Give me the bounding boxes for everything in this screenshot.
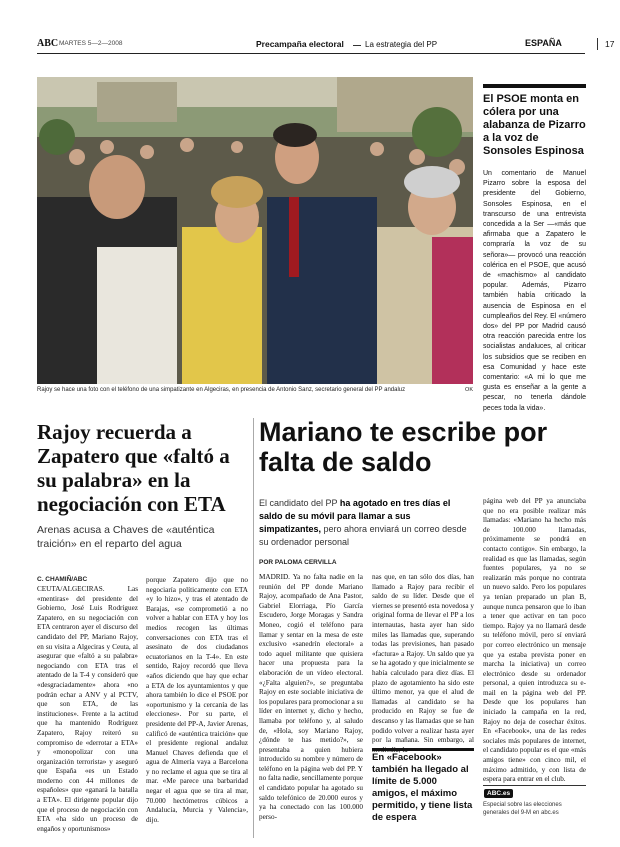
column-divider xyxy=(253,418,254,838)
left-article-col2: porque Zapatero dijo que no negociaría políticamente con ETA «y lo hizo», y tras el atentado de Barajas, «se comprometió a no volver a hablar con ETA y hoy los medios recogen las últimas conversaciones con ETA tras el asesinato de dos ciudadanos ecuatorianos en la T-4». En este sentido, Rajoy recordó que lleva «años diciendo que hay que echar a ETA de los ayuntamientos y que ahora también lo dice el PSOE por «oportunismo y la cercanía de las elecciones». Por su parte, el presidente del PP-A, Javier Arenas, calificó de «auténtica traición» que el presidente regional andaluz Manuel Chaves defienda que el agua de Almería vaya a Barcelona y no reclame el agua que se tira al mar. «Me parece una barbaridad negar el agua que se tira al mar, 70.000 hectómetros cúbicos a Andalucía, Murcia y Valencia», dijo. xyxy=(146,576,248,824)
lead-bold: ha agotado en tres días el saldo de su móvil para llamar a sus simpatizantes, xyxy=(259,498,451,534)
right-article-col2: nas que, en tan sólo dos días, han llamado a Rajoy para recibir el saldo de su líder. Desde que el viernes se presentó esta novedosa y original forma de llevar el PP a los internautas, hasta ayer han sido miles las llamadas que, superando todas las previsiones, han pasado «factura» a Rajoy. Un saldo que ya se ha agotado y que inicialmente se había calculado para diez días. El plazo de agotamiento ha sido este último menor, ya que el alud de llamadas al candidato se ha producido en Rajoy se fue de descanso y las llamadas que se han podido volver a realizar hasta ayer por la mañana. Sin embargo, al mediodía, la xyxy=(372,573,474,754)
right-headline: Mariano te escribe por falta de saldo xyxy=(259,417,548,477)
header-divider xyxy=(353,45,361,46)
photo-credit: OK xyxy=(465,387,473,393)
section-title: Precampaña electoral xyxy=(256,39,344,49)
right-lead xyxy=(259,497,474,549)
header-separator xyxy=(597,38,598,50)
promo-rule xyxy=(483,785,586,786)
left-byline: C. CHAMIÑ/ABC xyxy=(37,576,88,583)
left-subhead: Arenas acusa a Chaves de «auténtica traición» en el reparto del agua xyxy=(37,524,215,550)
sidebar-body: Un comentario de Manuel Pizarro sobre la esposa del presidente del Gobierno, Sonsoles Espinosa, en el transcurso de una entrevista concedida a la Ser —«más que afirmaba que a Zapatero le compraría la voz de su señora»— provocó una reacción colérica en el PSOE, que acusó de «machismo» al candidato popular. Además, Pizarro también había criticado la ausencia de Espinosa en el cumpleaños del Rey. El «número dos» del PP por Madrid causó otra reacción parecida entre los socialistas andaluces, al criticar los subsidios que se reciben en esa Comunidad y hace este comentario: «A mi lo que me gusta es enseñar a la gente a pescar, no tenerla dándole peces toda la vida». xyxy=(483,170,586,412)
right-byline: POR PALOMA CERVILLA xyxy=(259,559,337,566)
category-label: ESPAÑA xyxy=(525,38,562,48)
sidebar-headline: El PSOE monta en cólera por una alabanza de Pizarro a la voz de Sonsoles Espinosa xyxy=(483,93,586,157)
lead-plain: El candidato del PP xyxy=(259,498,340,508)
right-article-col1: MADRID. Ya no falta nadie en la reunión del PP donde Mariano Rajoy, acompañado de Ana Pastor, Gabriel Elorriaga, Pío García Escudero, Jorge Moragas y Sandra Moneo, cogió el teléfono para llamar y sentar en la mesa de este exclusivo «sanedrín electoral» a todo aquel militante que quisiera hacer una propuesta para la elaboración de un vídeo electoral. «¿Falta alguien?», se preguntaba Rajoy en este sociable iniciativa de los populares para promocionar a su líder en internet y, dicho y hecho, llamaba por teléfono y, al saludo de, «Hola, soy Mariano Rajoy, ¿dónde te has metido?», se presentaba a quien hubiera introducido su nombre y número de teléfono en la página web del PP. Y no falta nadie, sencillamente porque el candidato popular ha agotado su saldo telefónico de 20.000 euros y ya ha conectado con las 100.000 perso- xyxy=(259,573,363,821)
news-photo xyxy=(37,77,473,384)
facebook-callout: En «Facebook» también ha llegado al límite de 5.000 amigos, el máximo permitido, y tiene lista de espera xyxy=(372,752,473,823)
subsection-title: La estrategia del PP xyxy=(365,40,438,49)
left-article-col1: CEUTA/ALGECIRAS. Las «mentiras» del presidente del Gobierno, José Luis Rodríguez Zapatero, en su negociación con ETA centraron ayer el discurso del candidato del PP, Mariano Rajoy, en su visita a Algeciras y Ceuta, al asegurar que «faltó a su palabra» negociando con ETA tras el atentado de la T-4 y consideró que «desgraciadamente» ahora «no podrán echar a ANV y al PCTV, que son ETA, de las instituciones». Frente a la actitud que ha mantenido Rodríguez Zapatero, Rajoy reiteró su compromiso de «derrotar a ETA» y «monopolizar con una organización terrorista» y aseguró que España «es un Estado moderno con 44 millones de españoles» que «ganará la batalla a ETA». El dirigente popular dijo que el proceso de negociación con ETA «ha sido un proceso de engaños y oportunismos» xyxy=(37,585,138,833)
right-article-col3: página web del PP ya anunciaba que no era posible realizar más llamadas: «Mariano ha hecho más de 100.000 llamadas, próximamente se pondrá en contacto contigo». Sin embargo, la realidad es que las llamadas, según fuentes populares, ya no se realizarán más porque no contrata un nuevo saldo. Pero los populares ya tenían preparado un plan B, aunque nunca pensaron que lo iban a tener que activar en tan poco tiempo. Rajoy ya no llamará desde su teléfono móvil, pero sí enviará por correo electrónico un mensaje que ya estaba prevista poner en marcha la iniciativa) un correo electrónico desde su ordenador personal, a quien introduzca su e-mail en la página web del PP. Desde que los populares han iniciado la campaña en la red, Rajoy no deja de cosechar éxitos. En «Facebook», una de las redes sociales más populares de internet, el candidato popular es el que «más amigos tiene» con cinco mil, el máximo admitido, y con lista de espera para entrar en el club. xyxy=(483,497,586,784)
photo-caption xyxy=(37,387,473,393)
facebook-callout-rule xyxy=(372,748,474,751)
abc-es-logo[interactable]: ABC.es xyxy=(484,789,513,798)
caption-text: Rajoy se hace una foto con el teléfono de una simpatizante en Algeciras, en presencia de Antonio Sanz, secretario general del PP andaluz xyxy=(37,387,406,393)
page-number: 17 xyxy=(605,39,615,49)
page-header xyxy=(37,36,615,54)
left-headline: Rajoy recuerda a Zapatero que «faltó a su palabra» en la negociación con ETA xyxy=(37,420,230,516)
lead-tail: pero ahora enviará un correo desde su ordenador personal xyxy=(259,524,467,547)
brand-logo: ABC xyxy=(37,38,59,49)
issue-date: MARTES 5—2—2008 xyxy=(59,40,123,47)
promo-text: Especial sobre las elecciones generales del 9-M en abc.es xyxy=(483,802,562,816)
sidebar-rule xyxy=(483,84,586,88)
crowd-photo-illustration xyxy=(37,77,473,384)
